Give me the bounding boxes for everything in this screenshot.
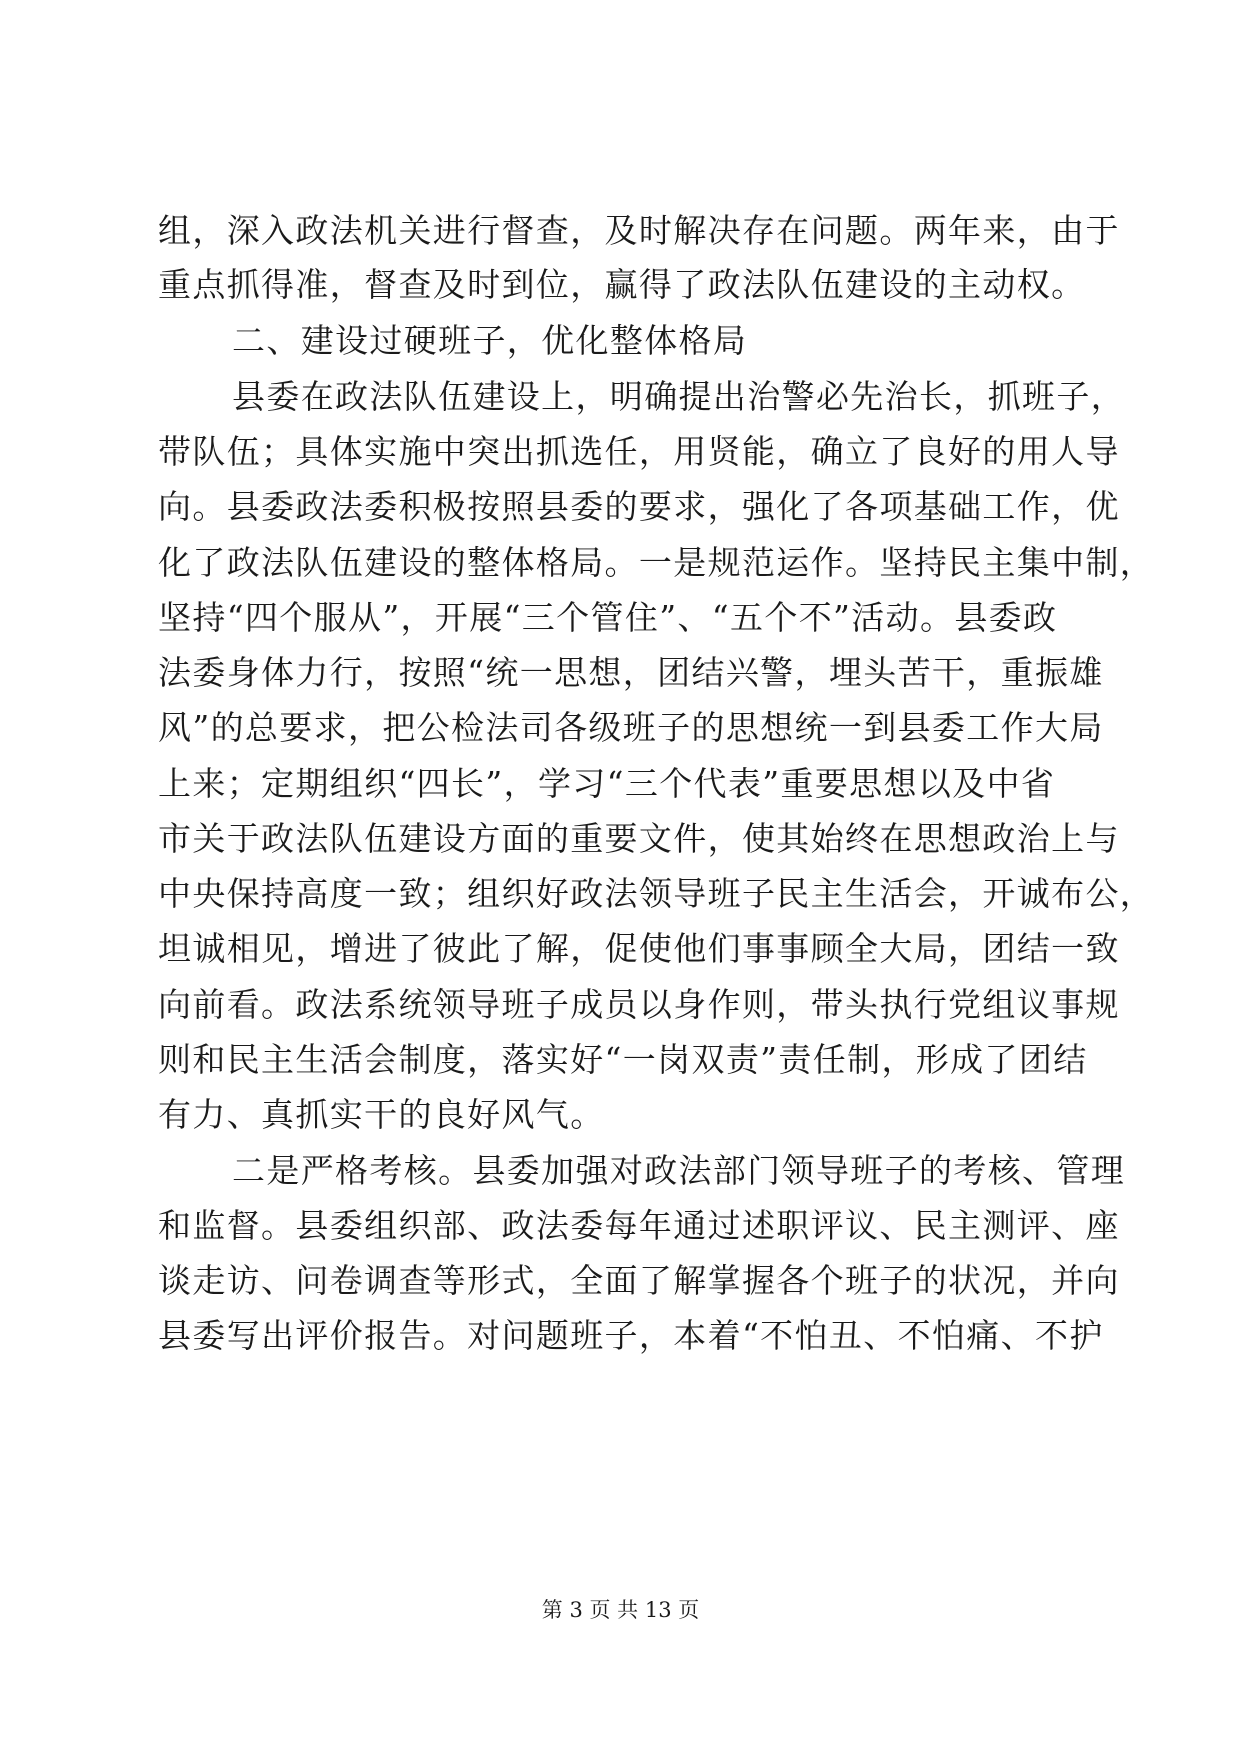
paragraph-line: 向。县委政法委积极按照县委的要求，强化了各项基础工作，优 (158, 487, 1120, 526)
paragraph-line: 县委在政法队伍建设上，明确提出治警必先治长，抓班子， (232, 377, 1126, 416)
paragraph-line: 向前看。政法系统领导班子成员以身作则，带头执行党组议事规 (158, 985, 1120, 1024)
paragraph-line: 二是严格考核。县委加强对政法部门领导班子的考核、管理 (232, 1151, 1126, 1190)
paragraph-line: 则和民主生活会制度，落实好“一岗双责”责任制，形成了团结 (158, 1040, 1088, 1079)
section-heading: 二、建设过硬班子，优化整体格局 (232, 321, 748, 360)
paragraph-line: 县委写出评价报告。对问题班子，本着“不怕丑、不怕痛、不护 (158, 1316, 1104, 1355)
paragraph-line: 有力、真抓实干的良好风气。 (158, 1095, 605, 1134)
paragraph-line: 重点抓得准，督查及时到位，赢得了政法队伍建设的主动权。 (158, 265, 1086, 304)
paragraph-line: 坚持“四个服从”，开展“三个管住”、“五个不”活动。县委政 (158, 598, 1058, 637)
paragraph-line: 市关于政法队伍建设方面的重要文件，使其始终在思想政治上与 (158, 819, 1120, 858)
paragraph-line: 化了政法队伍建设的整体格局。一是规范运作。坚持民主集中制， (158, 543, 1155, 582)
paragraph-line: 谈走访、问卷调查等形式，全面了解掌握各个班子的状况，并向 (158, 1261, 1120, 1300)
paragraph-line: 和监督。县委组织部、政法委每年通过述职评议、民主测评、座 (158, 1206, 1120, 1245)
paragraph-line: 风”的总要求，把公检法司各级班子的思想统一到县委工作大局 (158, 708, 1104, 747)
paragraph-line: 组，深入政法机关进行督查，及时解决存在问题。两年来，由于 (158, 211, 1120, 250)
paragraph-line: 带队伍；具体实施中突出抓选任，用贤能，确立了良好的用人导 (158, 432, 1120, 471)
page-footer: 第 3 页 共 13 页 (541, 1598, 700, 1622)
paragraph-line: 上来；定期组织“四长”，学习“三个代表”重要思想以及中省 (158, 764, 1056, 803)
paragraph-line: 坦诚相见，增进了彼此了解，促使他们事事顾全大局，团结一致 (158, 929, 1120, 968)
paragraph-line: 中央保持高度一致；组织好政法领导班子民主生活会，开诚布公， (158, 874, 1155, 913)
paragraph-line: 法委身体力行，按照“统一思想，团结兴警，埋头苦干，重振雄 (158, 653, 1104, 692)
